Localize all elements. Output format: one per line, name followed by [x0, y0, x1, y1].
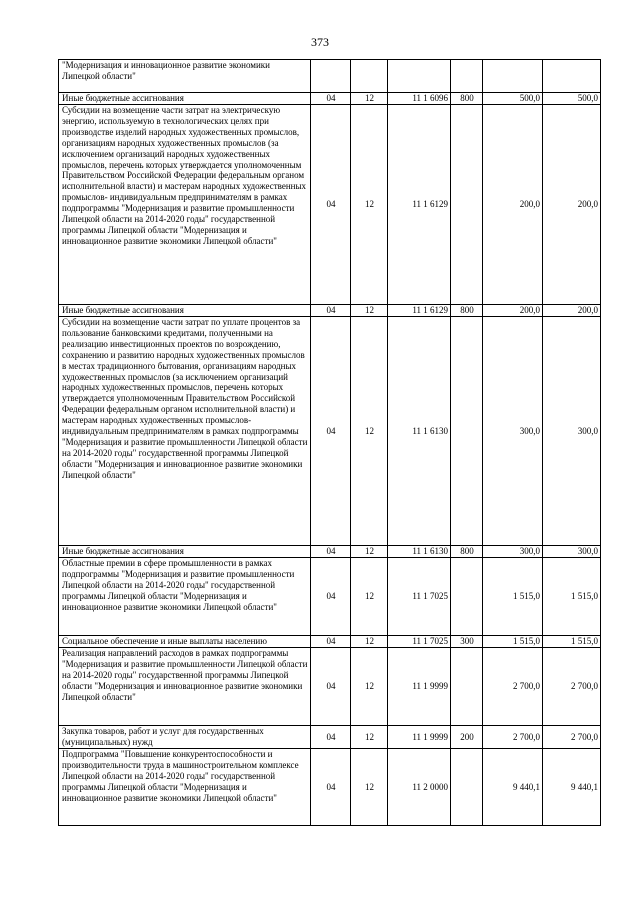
cell-name: Закупка товаров, работ и услуг для государственных (муниципальных) нужд [59, 726, 311, 749]
cell-target: 11 1 6130 [388, 546, 451, 558]
cell-subsection: 12 [351, 305, 388, 317]
cell-section: 04 [311, 636, 351, 648]
cell-value-1: 200,0 [483, 305, 543, 317]
budget-table [58, 59, 601, 826]
cell-value-2: 2 700,0 [543, 648, 601, 726]
table-row [59, 648, 601, 726]
cell-expense-type [451, 558, 483, 636]
cell-target: 11 1 6129 [388, 105, 451, 305]
cell-expense-type [451, 648, 483, 726]
table-row [59, 546, 601, 558]
cell-name: Иные бюджетные ассигнования [59, 305, 311, 317]
table-row [59, 305, 601, 317]
table-row [59, 636, 601, 648]
cell-target: 11 1 9999 [388, 726, 451, 749]
cell-expense-type: 800 [451, 546, 483, 558]
cell-value-2: 300,0 [543, 317, 601, 546]
cell-section: 04 [311, 317, 351, 546]
cell-value-2: 1 515,0 [543, 636, 601, 648]
cell-target: 11 1 6096 [388, 93, 451, 105]
cell-value-1: 1 515,0 [483, 558, 543, 636]
cell-target: 11 1 6129 [388, 305, 451, 317]
cell-name: "Модернизация и инновационное развитие экономики Липецкой области" [59, 60, 311, 93]
table-row [59, 60, 601, 93]
cell-section: 04 [311, 546, 351, 558]
table-body [59, 60, 601, 826]
cell-expense-type [451, 317, 483, 546]
cell-subsection: 12 [351, 648, 388, 726]
cell-section: 04 [311, 93, 351, 105]
cell-value-1: 9 440,1 [483, 749, 543, 826]
cell-target [388, 60, 451, 93]
cell-subsection: 12 [351, 558, 388, 636]
table-row [59, 93, 601, 105]
cell-value-2: 500,0 [543, 93, 601, 105]
cell-subsection: 12 [351, 749, 388, 826]
cell-section: 04 [311, 749, 351, 826]
cell-value-1: 2 700,0 [483, 648, 543, 726]
cell-section: 04 [311, 305, 351, 317]
cell-expense-type [451, 105, 483, 305]
cell-value-2: 200,0 [543, 105, 601, 305]
page-number: 373 [311, 35, 329, 49]
cell-value-1: 2 700,0 [483, 726, 543, 749]
cell-expense-type: 300 [451, 636, 483, 648]
cell-section: 04 [311, 648, 351, 726]
cell-expense-type [451, 60, 483, 93]
cell-value-2 [543, 60, 601, 93]
cell-value-1: 1 515,0 [483, 636, 543, 648]
cell-expense-type [451, 749, 483, 826]
cell-value-2: 200,0 [543, 305, 601, 317]
cell-target: 11 1 7025 [388, 558, 451, 636]
cell-section [311, 60, 351, 93]
cell-section: 04 [311, 558, 351, 636]
cell-name: Реализация направлений расходов в рамках подпрограммы "Модернизация и развитие промышленности Липецкой области на 2014-2020 годы" государственной программы Липецкой области "Модернизация и инновационное развитие экономики Липецкой области" [59, 648, 311, 726]
cell-target: 11 2 0000 [388, 749, 451, 826]
cell-name: Иные бюджетные ассигнования [59, 93, 311, 105]
cell-expense-type: 800 [451, 305, 483, 317]
cell-target: 11 1 7025 [388, 636, 451, 648]
cell-expense-type: 800 [451, 93, 483, 105]
cell-subsection: 12 [351, 636, 388, 648]
cell-subsection: 12 [351, 726, 388, 749]
cell-name: Иные бюджетные ассигнования [59, 546, 311, 558]
cell-subsection: 12 [351, 317, 388, 546]
cell-subsection: 12 [351, 93, 388, 105]
cell-value-1 [483, 60, 543, 93]
cell-value-1: 300,0 [483, 546, 543, 558]
cell-value-1: 300,0 [483, 317, 543, 546]
cell-expense-type: 200 [451, 726, 483, 749]
cell-name: Субсидии на возмещение части затрат по уплате процентов за пользование банковскими кредитами, полученными на реализацию инвестиционных проектов по возрождению, сохранению и развитию народных художественных промыслов в местах традиционного бытования, организациям народных художественных промыслов (за исключением организаций народных художественных промыслов, перечень которых утверждается уполномоченным Правительством Российской Федерации федеральным органом исполнительной власти) и мастерам народных художественных промыслов- индивидуальным предпринимателям в рамках подпрограммы "Модернизация и развитие промышленности Липецкой области на 2014-2020 годы" государственной программы Липецкой области "Модернизация и инновационное развитие экономики Липецкой области" [59, 317, 311, 546]
cell-value-2: 300,0 [543, 546, 601, 558]
cell-value-2: 2 700,0 [543, 726, 601, 749]
table-row [59, 558, 601, 636]
cell-value-1: 200,0 [483, 105, 543, 305]
cell-name: Субсидии на возмещение части затрат на электрическую энергию, используемую в технологических целях при производстве изделий народных художественных промыслов, организациям народных художественных промыслов (за исключением организаций народных художественных промыслов, перечень которых утверждается уполномоченным Правительством Российской Федерации федеральным органом исполнительной власти) и мастерам народных художественных промыслов- индивидуальным предпринимателям в рамках подпрограммы "Модернизация и развитие промышленности Липецкой области на 2014-2020 годы" государственной программы Липецкой области "Модернизация и инновационное развитие экономики Липецкой области" [59, 105, 311, 305]
table-row [59, 105, 601, 305]
cell-subsection: 12 [351, 546, 388, 558]
cell-subsection [351, 60, 388, 93]
table-row [59, 749, 601, 826]
cell-value-2: 9 440,1 [543, 749, 601, 826]
table-row [59, 726, 601, 749]
cell-target: 11 1 9999 [388, 648, 451, 726]
cell-target: 11 1 6130 [388, 317, 451, 546]
cell-name: Подпрограмма "Повышение конкурентоспособности и производительности труда в машиностроительном комплексе Липецкой области на 2014-2020 годы" государственной программы Липецкой области "Модернизация и инновационное развитие экономики Липецкой области" [59, 749, 311, 826]
cell-subsection: 12 [351, 105, 388, 305]
cell-name: Областные премии в сфере промышленности в рамках подпрограммы "Модернизация и развитие промышленности Липецкой области на 2014-2020 годы" государственной программы Липецкой области "Модернизация и инновационное развитие экономики Липецкой области" [59, 558, 311, 636]
cell-value-1: 500,0 [483, 93, 543, 105]
cell-value-2: 1 515,0 [543, 558, 601, 636]
table-row [59, 317, 601, 546]
cell-name: Социальное обеспечение и иные выплаты населению [59, 636, 311, 648]
cell-section: 04 [311, 105, 351, 305]
cell-section: 04 [311, 726, 351, 749]
